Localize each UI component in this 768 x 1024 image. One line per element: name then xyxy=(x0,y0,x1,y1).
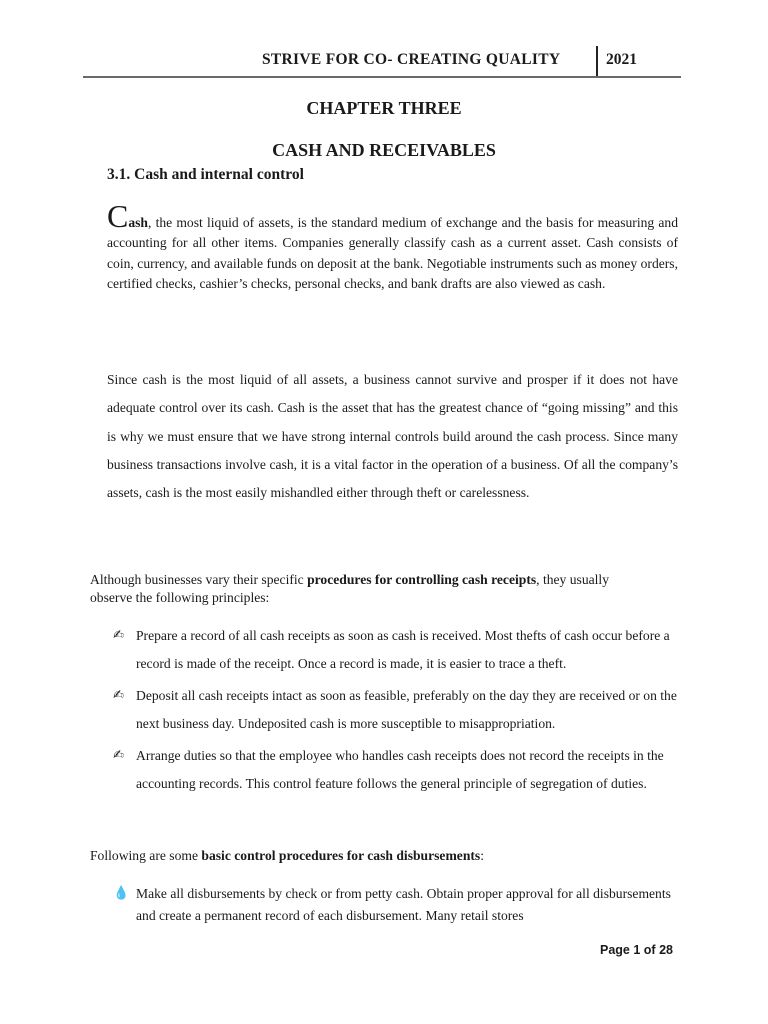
header-divider xyxy=(596,46,598,76)
hand-writing-icon: ✍ xyxy=(113,688,124,704)
disbursements-intro-after: : xyxy=(480,848,484,863)
disbursements-intro-before: Following are some xyxy=(90,848,202,863)
header-title: STRIVE FOR CO- CREATING QUALITY xyxy=(262,51,561,68)
list-item xyxy=(113,682,688,737)
disbursement-procedures-list xyxy=(113,883,673,927)
receipt-principles-list xyxy=(113,622,688,803)
header-year: 2021 xyxy=(606,51,637,68)
page-label: Page xyxy=(600,943,634,957)
drop-cap-rest: ash xyxy=(128,215,148,230)
list-item-text: Deposit all cash receipts intact as soon as feasible, preferably on the day they are received or on the next business day. Undeposited cash is more susceptible to misappropriation. xyxy=(136,688,677,731)
hand-writing-icon: ✍ xyxy=(113,628,124,643)
drop-cap: C xyxy=(107,198,129,234)
drop-icon: 💧 xyxy=(113,886,130,901)
page-number: 1 xyxy=(633,943,641,957)
page-total: 28 xyxy=(659,943,673,957)
receipts-intro-bold: procedures for controlling cash receipts xyxy=(307,572,537,587)
receipts-intro-after: , they usually observe the following principles: xyxy=(90,572,610,605)
cash-control-paragraph: Since cash is the most liquid of all assets, a business cannot survive and prosper if it does not have adequate control over its cash. Cash is the asset that has the greatest chance of “going missing” and this is why we must ensure that we have strong internal controls build around the cash process. Since many business transactions involve cash, it is a vital factor in the operation of a business. Of all the company’s assets, cash is the most easily mishandled either through theft or carelessness. xyxy=(107,372,678,501)
list-item xyxy=(113,883,673,927)
header-rule xyxy=(83,76,681,78)
list-item-text: Prepare a record of all cash receipts as soon as cash is received. Most thefts of cash occur before a record is made of the receipt. Once a record is made, it is easier to trace a theft. xyxy=(136,628,670,671)
list-item xyxy=(113,622,688,677)
intro-paragraph-text: , the most liquid of assets, is the standard medium of exchange and the basis for measuring and accounting for all other items. Companies generally classify cash as a current asset. Cash consists of coin, currency, and available funds on deposit at the bank. Negotiable instruments such as money orders, certified checks, cashier’s checks, personal checks, and bank drafts are also viewed as cash. xyxy=(107,215,678,291)
intro-paragraph xyxy=(107,198,678,294)
disbursements-intro-bold: basic control procedures for cash disbursements xyxy=(201,848,481,863)
list-item xyxy=(113,742,688,797)
hand-writing-icon: ✍ xyxy=(113,748,124,764)
chapter-title: CHAPTER THREE xyxy=(306,98,462,118)
section-heading: 3.1. Cash and internal control xyxy=(107,166,304,183)
disbursements-intro-paragraph xyxy=(90,846,690,866)
page-of-label: of xyxy=(640,943,660,957)
list-item-text: Make all disbursements by check or from petty cash. Obtain proper approval for all disbursements and create a permanent record of each disbursement. Many retail stores xyxy=(136,886,671,923)
receipts-intro-paragraph xyxy=(90,571,650,607)
receipts-intro-before: Although businesses vary their specific xyxy=(90,572,308,587)
list-item-text: Arrange duties so that the employee who handles cash receipts does not record the receipts in the accounting records. This control feature follows the general principle of segregation of duties. xyxy=(136,748,664,791)
chapter-subject: CASH AND RECEIVABLES xyxy=(272,140,496,160)
page-footer xyxy=(600,943,673,957)
